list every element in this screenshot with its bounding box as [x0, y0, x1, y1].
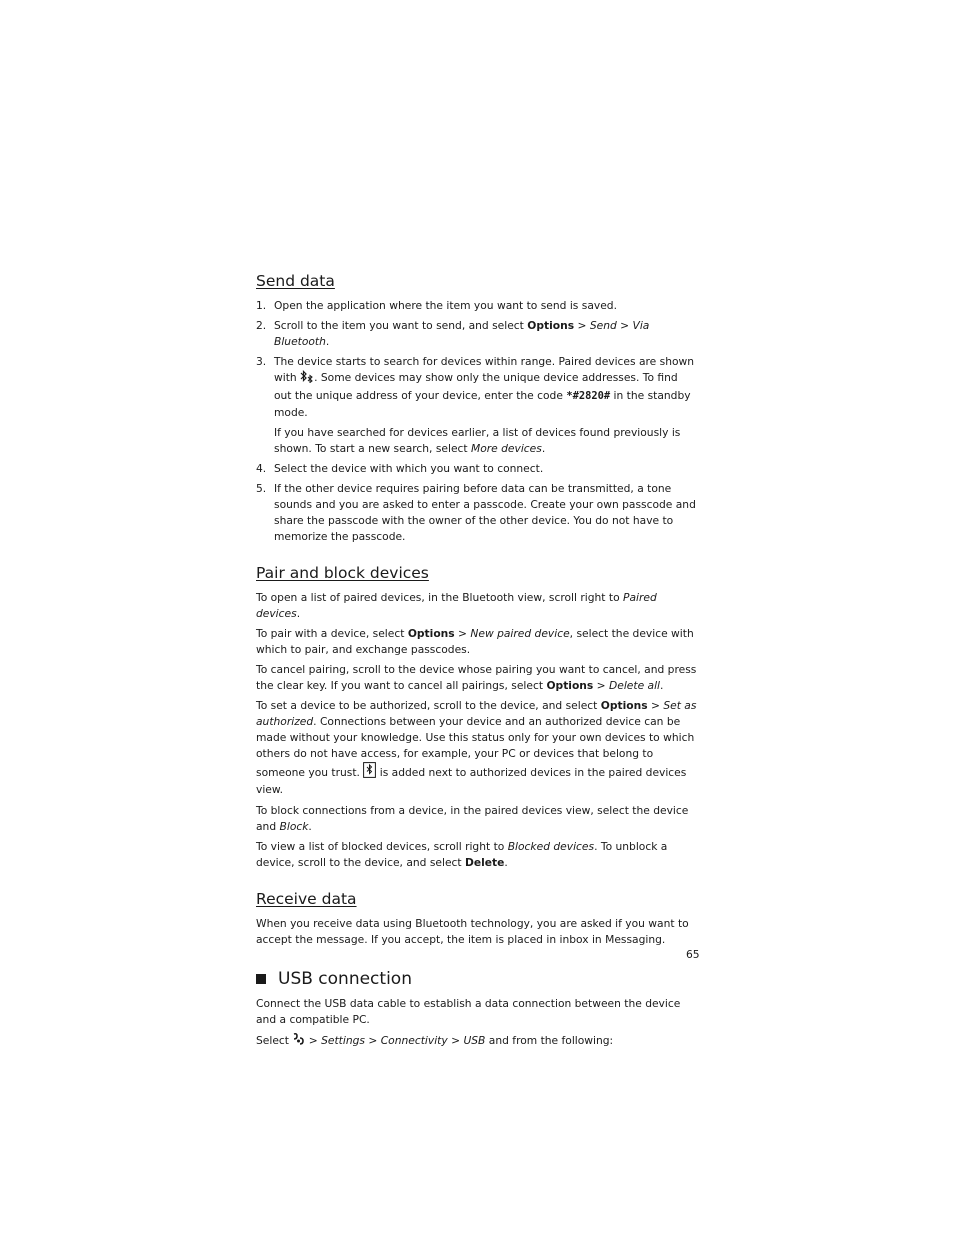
pair-paragraph-6: To view a list of blocked devices, scroll right to Blocked devices. To unblock a device, scroll to the device, and select Delete.: [256, 839, 668, 869]
pair-paragraph-4: To set a device to be authorized, scroll to the device, and select Options > Set as authorized. Connections between your device and an authorized device can be made without your knowledge. Use this status only for your own devices to which others do not have access, for example, your PC or devices that belong to someone you trust. is added next to authorized devices in the paired devices view.: [256, 699, 697, 797]
list-item: 3. The device starts to search for devices within range. Paired devices are shown with . Some devices may show only the unique device addresses. To find out the unique address of your device, enter the code *#2820# in the standby mode.: [256, 355, 695, 419]
pair-block-heading: Pair and block devices: [256, 564, 429, 583]
send-data-steps: [256, 298, 698, 421]
list-item: 2. Scroll to the item you want to send, and select Options > Send > Via Bluetooth.: [256, 319, 650, 349]
send-data-heading: Send data: [256, 272, 335, 290]
usb-connection-heading: USB connection: [256, 967, 698, 991]
page-content: [256, 270, 698, 1055]
pair-paragraph-1: To open a list of paired devices, in the Bluetooth view, scroll right to Paired devices.: [256, 591, 657, 620]
pair-paragraph-3: To cancel pairing, scroll to the device whose pairing you want to cancel, and press the clear key. If you want to cancel all pairings, select Options > Delete all.: [256, 663, 697, 693]
pair-paragraph-2: To pair with a device, select Options > New paired device, select the device with which to pair, and exchange passcodes.: [256, 627, 694, 657]
section-bullet-icon: [256, 974, 266, 984]
send-data-sub-paragraph: If you have searched for devices earlier, a list of devices found previously is shown. To start a new search, select More devices.: [274, 426, 681, 455]
list-item: 1. Open the application where the item you want to send is saved.: [256, 299, 617, 312]
authorized-device-icon: [363, 762, 376, 783]
bluetooth-paired-icon: [300, 370, 314, 388]
pair-paragraph-5: To block connections from a device, in the paired devices view, select the device and Block.: [256, 803, 689, 833]
menu-key-icon: [292, 1032, 305, 1051]
list-item: 5. If the other device requires pairing before data can be transmitted, a tone sounds and you are asked to enter a passcode. Create your own passcode and share the passcode with the owner of the other device. You do not have to memorize the passcode.: [256, 482, 696, 543]
list-item: 4. Select the device with which you want to connect.: [256, 462, 544, 476]
usb-paragraph-1: Connect the USB data cable to establish a data connection between the device and a compatible PC.: [256, 997, 681, 1026]
receive-data-heading: Receive data: [256, 889, 357, 908]
page-number: 65: [686, 948, 700, 961]
receive-paragraph: When you receive data using Bluetooth technology, you are asked if you want to accept the message. If you accept, the item is placed in inbox in Messaging.: [256, 916, 689, 946]
send-data-steps-continued: [256, 461, 698, 544]
usb-paragraph-2: Select > Settings > Connectivity > USB and from the following:: [256, 1032, 698, 1051]
